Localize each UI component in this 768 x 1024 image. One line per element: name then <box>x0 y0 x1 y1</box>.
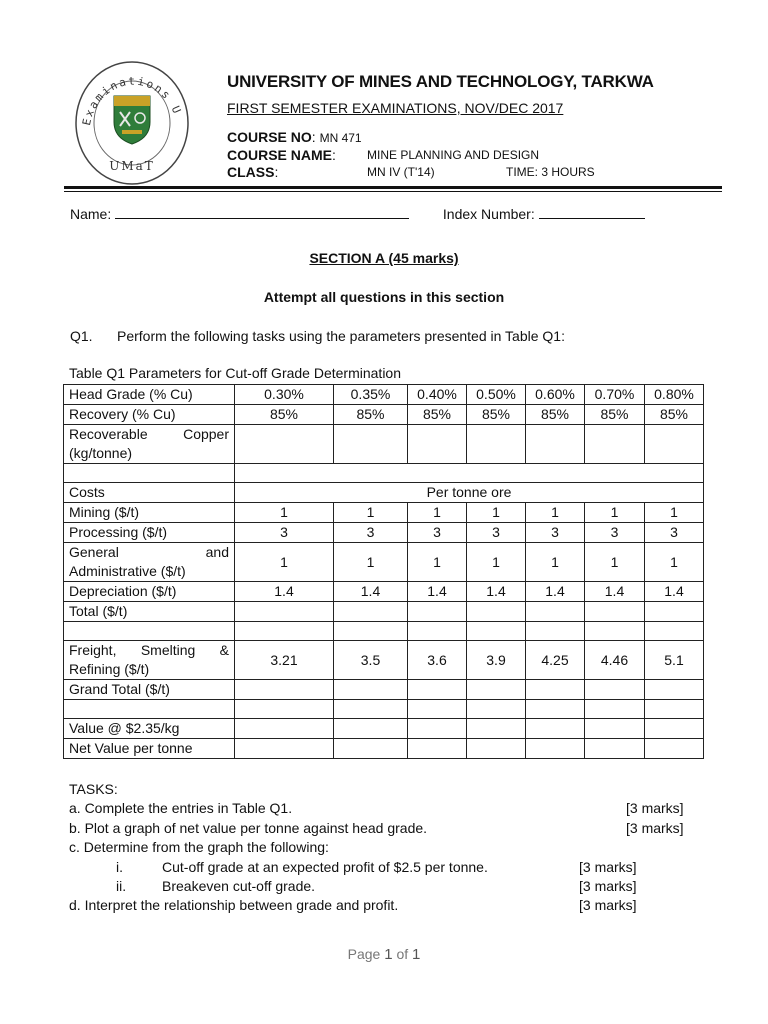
task-text: Cut-off grade at an expected profit of $2.5 per tonne. <box>162 858 488 875</box>
table-cell: 1.4 <box>526 582 585 602</box>
table-cell: 1 <box>467 503 526 523</box>
table-cell-blank[interactable] <box>585 680 645 700</box>
table-cell-blank[interactable] <box>235 719 334 739</box>
spacer-cell <box>526 622 585 641</box>
name-field[interactable] <box>115 206 409 219</box>
question-text: Perform the following tasks using the parameters presented in Table Q1: <box>117 328 565 344</box>
table-cell: 1.4 <box>467 582 526 602</box>
class-row: CLASS: <box>227 164 279 180</box>
table-cell: 85% <box>526 405 585 425</box>
task-a <box>69 799 709 818</box>
table-q1 <box>63 384 704 759</box>
table-cell-blank[interactable] <box>467 680 526 700</box>
table-cell-blank[interactable] <box>526 719 585 739</box>
row-label: Depreciation ($/t) <box>64 582 235 602</box>
task-marks: [3 marks] <box>579 877 637 894</box>
table-cell: 1 <box>235 503 334 523</box>
table-row <box>64 503 704 523</box>
section-instruction: Attempt all questions in this section <box>263 289 505 305</box>
table-cell: 1.4 <box>334 582 408 602</box>
table-cell: 1 <box>408 503 467 523</box>
table-cell-blank[interactable] <box>645 719 704 739</box>
table-cell-blank[interactable] <box>334 425 408 464</box>
spacer-cell <box>235 622 334 641</box>
table-cell: 3 <box>467 523 526 543</box>
table-cell: 1 <box>585 543 645 582</box>
table-cell: 3.9 <box>467 641 526 680</box>
task-num: ii. <box>116 877 127 894</box>
spacer-cell <box>408 622 467 641</box>
table-row-spacer <box>64 464 704 483</box>
task-text: Breakeven cut-off grade. <box>162 877 316 894</box>
table-cell: 3.5 <box>334 641 408 680</box>
table-cell-blank[interactable] <box>467 739 526 759</box>
course-no-row: COURSE NO: MN 471 <box>227 129 362 145</box>
spacer-cell <box>408 700 467 719</box>
table-cell: 1.4 <box>585 582 645 602</box>
spacer-cell <box>235 700 334 719</box>
table-cell: 3.6 <box>408 641 467 680</box>
table-cell: 0.80% <box>645 385 704 405</box>
table-cell-blank[interactable] <box>645 425 704 464</box>
table-cell: 1 <box>645 543 704 582</box>
index-field[interactable] <box>539 206 645 219</box>
table-cell: 85% <box>334 405 408 425</box>
table-cell: 3 <box>526 523 585 543</box>
task-text: a. Complete the entries in Table Q1. <box>69 800 293 817</box>
question-number: Q1. <box>70 328 93 344</box>
table-row <box>64 385 704 405</box>
costs-unit: Per tonne ore <box>235 483 704 503</box>
table-cell: 1 <box>334 503 408 523</box>
logo-ring-text: Examinations U <box>80 74 185 127</box>
table-cell: 0.40% <box>408 385 467 405</box>
table-cell-blank[interactable] <box>645 739 704 759</box>
task-text: c. Determine from the graph the following: <box>69 839 329 856</box>
table-cell: 1 <box>235 543 334 582</box>
header-rule-thick <box>64 186 722 189</box>
table-cell-blank[interactable] <box>585 602 645 622</box>
umat-logo <box>74 60 190 186</box>
row-label: Processing ($/t) <box>64 523 235 543</box>
table-cell-blank[interactable] <box>526 680 585 700</box>
table-cell-blank[interactable] <box>645 602 704 622</box>
course-name-row: COURSE NAME: <box>227 147 336 163</box>
spacer-cell <box>64 464 235 483</box>
candidate-line <box>70 206 645 222</box>
table-cell-blank[interactable] <box>408 425 467 464</box>
time-value: TIME: 3 HOURS <box>506 165 595 179</box>
table-cell-blank[interactable] <box>235 425 334 464</box>
section-title: SECTION A (45 marks) <box>309 250 459 266</box>
row-label: Costs <box>64 483 235 503</box>
index-label: Index Number: <box>442 206 535 222</box>
table-row <box>64 739 704 759</box>
table-cell: 1 <box>526 503 585 523</box>
table-cell: 3 <box>235 523 334 543</box>
question-1 <box>70 328 565 344</box>
class-label: CLASS <box>227 164 275 180</box>
spacer-cell <box>526 700 585 719</box>
task-num: i. <box>116 858 123 875</box>
page-word: Page <box>347 946 381 962</box>
table-cell: 0.70% <box>585 385 645 405</box>
row-label: Freight, Smelting & Refining ($/t) <box>64 641 235 680</box>
table-row <box>64 641 704 680</box>
table-cell-blank[interactable] <box>467 425 526 464</box>
spacer-cell <box>64 622 235 641</box>
table-cell-blank[interactable] <box>585 719 645 739</box>
table-cell: 85% <box>408 405 467 425</box>
row-label: Total ($/t) <box>64 602 235 622</box>
table-cell: 5.1 <box>645 641 704 680</box>
university-title: UNIVERSITY OF MINES AND TECHNOLOGY, TARKWA <box>227 72 654 91</box>
spacer-cell <box>235 464 704 483</box>
table-cell: 1 <box>526 543 585 582</box>
course-name-label: COURSE NAME <box>227 147 333 163</box>
task-c-ii <box>69 877 709 896</box>
table-row <box>64 602 704 622</box>
header-rule-thin <box>64 191 722 192</box>
table-cell-blank[interactable] <box>408 739 467 759</box>
task-marks: [3 marks] <box>626 800 684 817</box>
row-label: Grand Total ($/t) <box>64 680 235 700</box>
table-cell: 3 <box>585 523 645 543</box>
table-cell: 3 <box>645 523 704 543</box>
table-caption: Table Q1 Parameters for Cut-off Grade Determination <box>69 365 402 381</box>
task-c-i <box>69 858 709 877</box>
table-cell-blank[interactable] <box>526 425 585 464</box>
spacer-cell <box>334 622 408 641</box>
table-cell: 85% <box>235 405 334 425</box>
page-indicator <box>0 946 768 963</box>
table-cell: 1 <box>585 503 645 523</box>
table-cell: 4.25 <box>526 641 585 680</box>
page-total: 1 <box>412 946 421 963</box>
task-d <box>69 896 709 915</box>
table-cell-blank[interactable] <box>526 739 585 759</box>
table-cell: 85% <box>645 405 704 425</box>
table-cell: 1 <box>408 543 467 582</box>
tasks-heading: TASKS: <box>69 781 118 797</box>
table-cell: 0.35% <box>334 385 408 405</box>
table-cell: 0.30% <box>235 385 334 405</box>
table-cell: 0.60% <box>526 385 585 405</box>
task-marks: [3 marks] <box>579 897 637 914</box>
row-label: Head Grade (% Cu) <box>64 385 235 405</box>
table-row <box>64 680 704 700</box>
task-b <box>69 819 709 838</box>
table-cell-blank[interactable] <box>334 680 408 700</box>
row-label: Recoverable Copper (kg/tonne) <box>64 425 235 464</box>
table-row <box>64 483 704 503</box>
table-cell: 1 <box>467 543 526 582</box>
table-row <box>64 582 704 602</box>
row-label: General and Administrative ($/t) <box>64 543 235 582</box>
table-row-spacer <box>64 700 704 719</box>
table-cell-blank[interactable] <box>408 719 467 739</box>
table-cell-blank[interactable] <box>235 739 334 759</box>
table-cell-blank[interactable] <box>585 739 645 759</box>
tasks-block <box>69 780 709 916</box>
spacer-cell <box>645 622 704 641</box>
table-row <box>64 425 704 464</box>
table-cell-blank[interactable] <box>467 602 526 622</box>
table-cell: 4.46 <box>585 641 645 680</box>
spacer-cell <box>585 700 645 719</box>
task-c <box>69 838 709 857</box>
table-cell-blank[interactable] <box>334 719 408 739</box>
table-cell: 1.4 <box>235 582 334 602</box>
spacer-cell <box>334 700 408 719</box>
table-cell: 85% <box>467 405 526 425</box>
table-cell: 3 <box>408 523 467 543</box>
table-row-spacer <box>64 622 704 641</box>
row-label: Mining ($/t) <box>64 503 235 523</box>
table-cell: 0.50% <box>467 385 526 405</box>
row-label: Recovery (% Cu) <box>64 405 235 425</box>
course-no-label: COURSE NO <box>227 129 312 145</box>
table-row <box>64 543 704 582</box>
table-cell-blank[interactable] <box>585 425 645 464</box>
table-cell: 85% <box>585 405 645 425</box>
spacer-cell <box>585 622 645 641</box>
table-cell: 1 <box>334 543 408 582</box>
table-cell-blank[interactable] <box>645 680 704 700</box>
spacer-cell <box>64 700 235 719</box>
task-marks: [3 marks] <box>626 819 684 836</box>
spacer-cell <box>467 622 526 641</box>
table-row <box>64 523 704 543</box>
spacer-cell <box>645 700 704 719</box>
row-label: Value @ $2.35/kg <box>64 719 235 739</box>
table-cell-blank[interactable] <box>467 719 526 739</box>
task-marks: [3 marks] <box>579 858 637 875</box>
class-value: MN IV (T'14) <box>367 165 435 179</box>
table-cell: 3 <box>334 523 408 543</box>
exam-title: FIRST SEMESTER EXAMINATIONS, NOV/DEC 2017 <box>227 100 564 116</box>
table-cell: 1 <box>645 503 704 523</box>
table-cell-blank[interactable] <box>334 602 408 622</box>
table-row <box>64 719 704 739</box>
name-label: Name: <box>70 206 112 222</box>
table-cell-blank[interactable] <box>235 680 334 700</box>
logo-bottom-text: UMaT <box>109 159 155 173</box>
table-cell-blank[interactable] <box>408 680 467 700</box>
table-cell-blank[interactable] <box>334 739 408 759</box>
table-cell-blank[interactable] <box>235 602 334 622</box>
table-cell-blank[interactable] <box>526 602 585 622</box>
table-cell: 3.21 <box>235 641 334 680</box>
page-number: 1 <box>384 946 393 963</box>
course-name-value: MINE PLANNING AND DESIGN <box>367 148 540 162</box>
table-row <box>64 405 704 425</box>
task-text: b. Plot a graph of net value per tonne against head grade. <box>69 819 428 836</box>
task-text: d. Interpret the relationship between grade and profit. <box>69 897 399 914</box>
row-label: Net Value per tonne <box>64 739 235 759</box>
spacer-cell <box>467 700 526 719</box>
table-cell: 1.4 <box>408 582 467 602</box>
table-cell: 1.4 <box>645 582 704 602</box>
table-cell-blank[interactable] <box>408 602 467 622</box>
of-word: of <box>396 946 409 962</box>
course-no-value: MN 471 <box>319 131 362 145</box>
